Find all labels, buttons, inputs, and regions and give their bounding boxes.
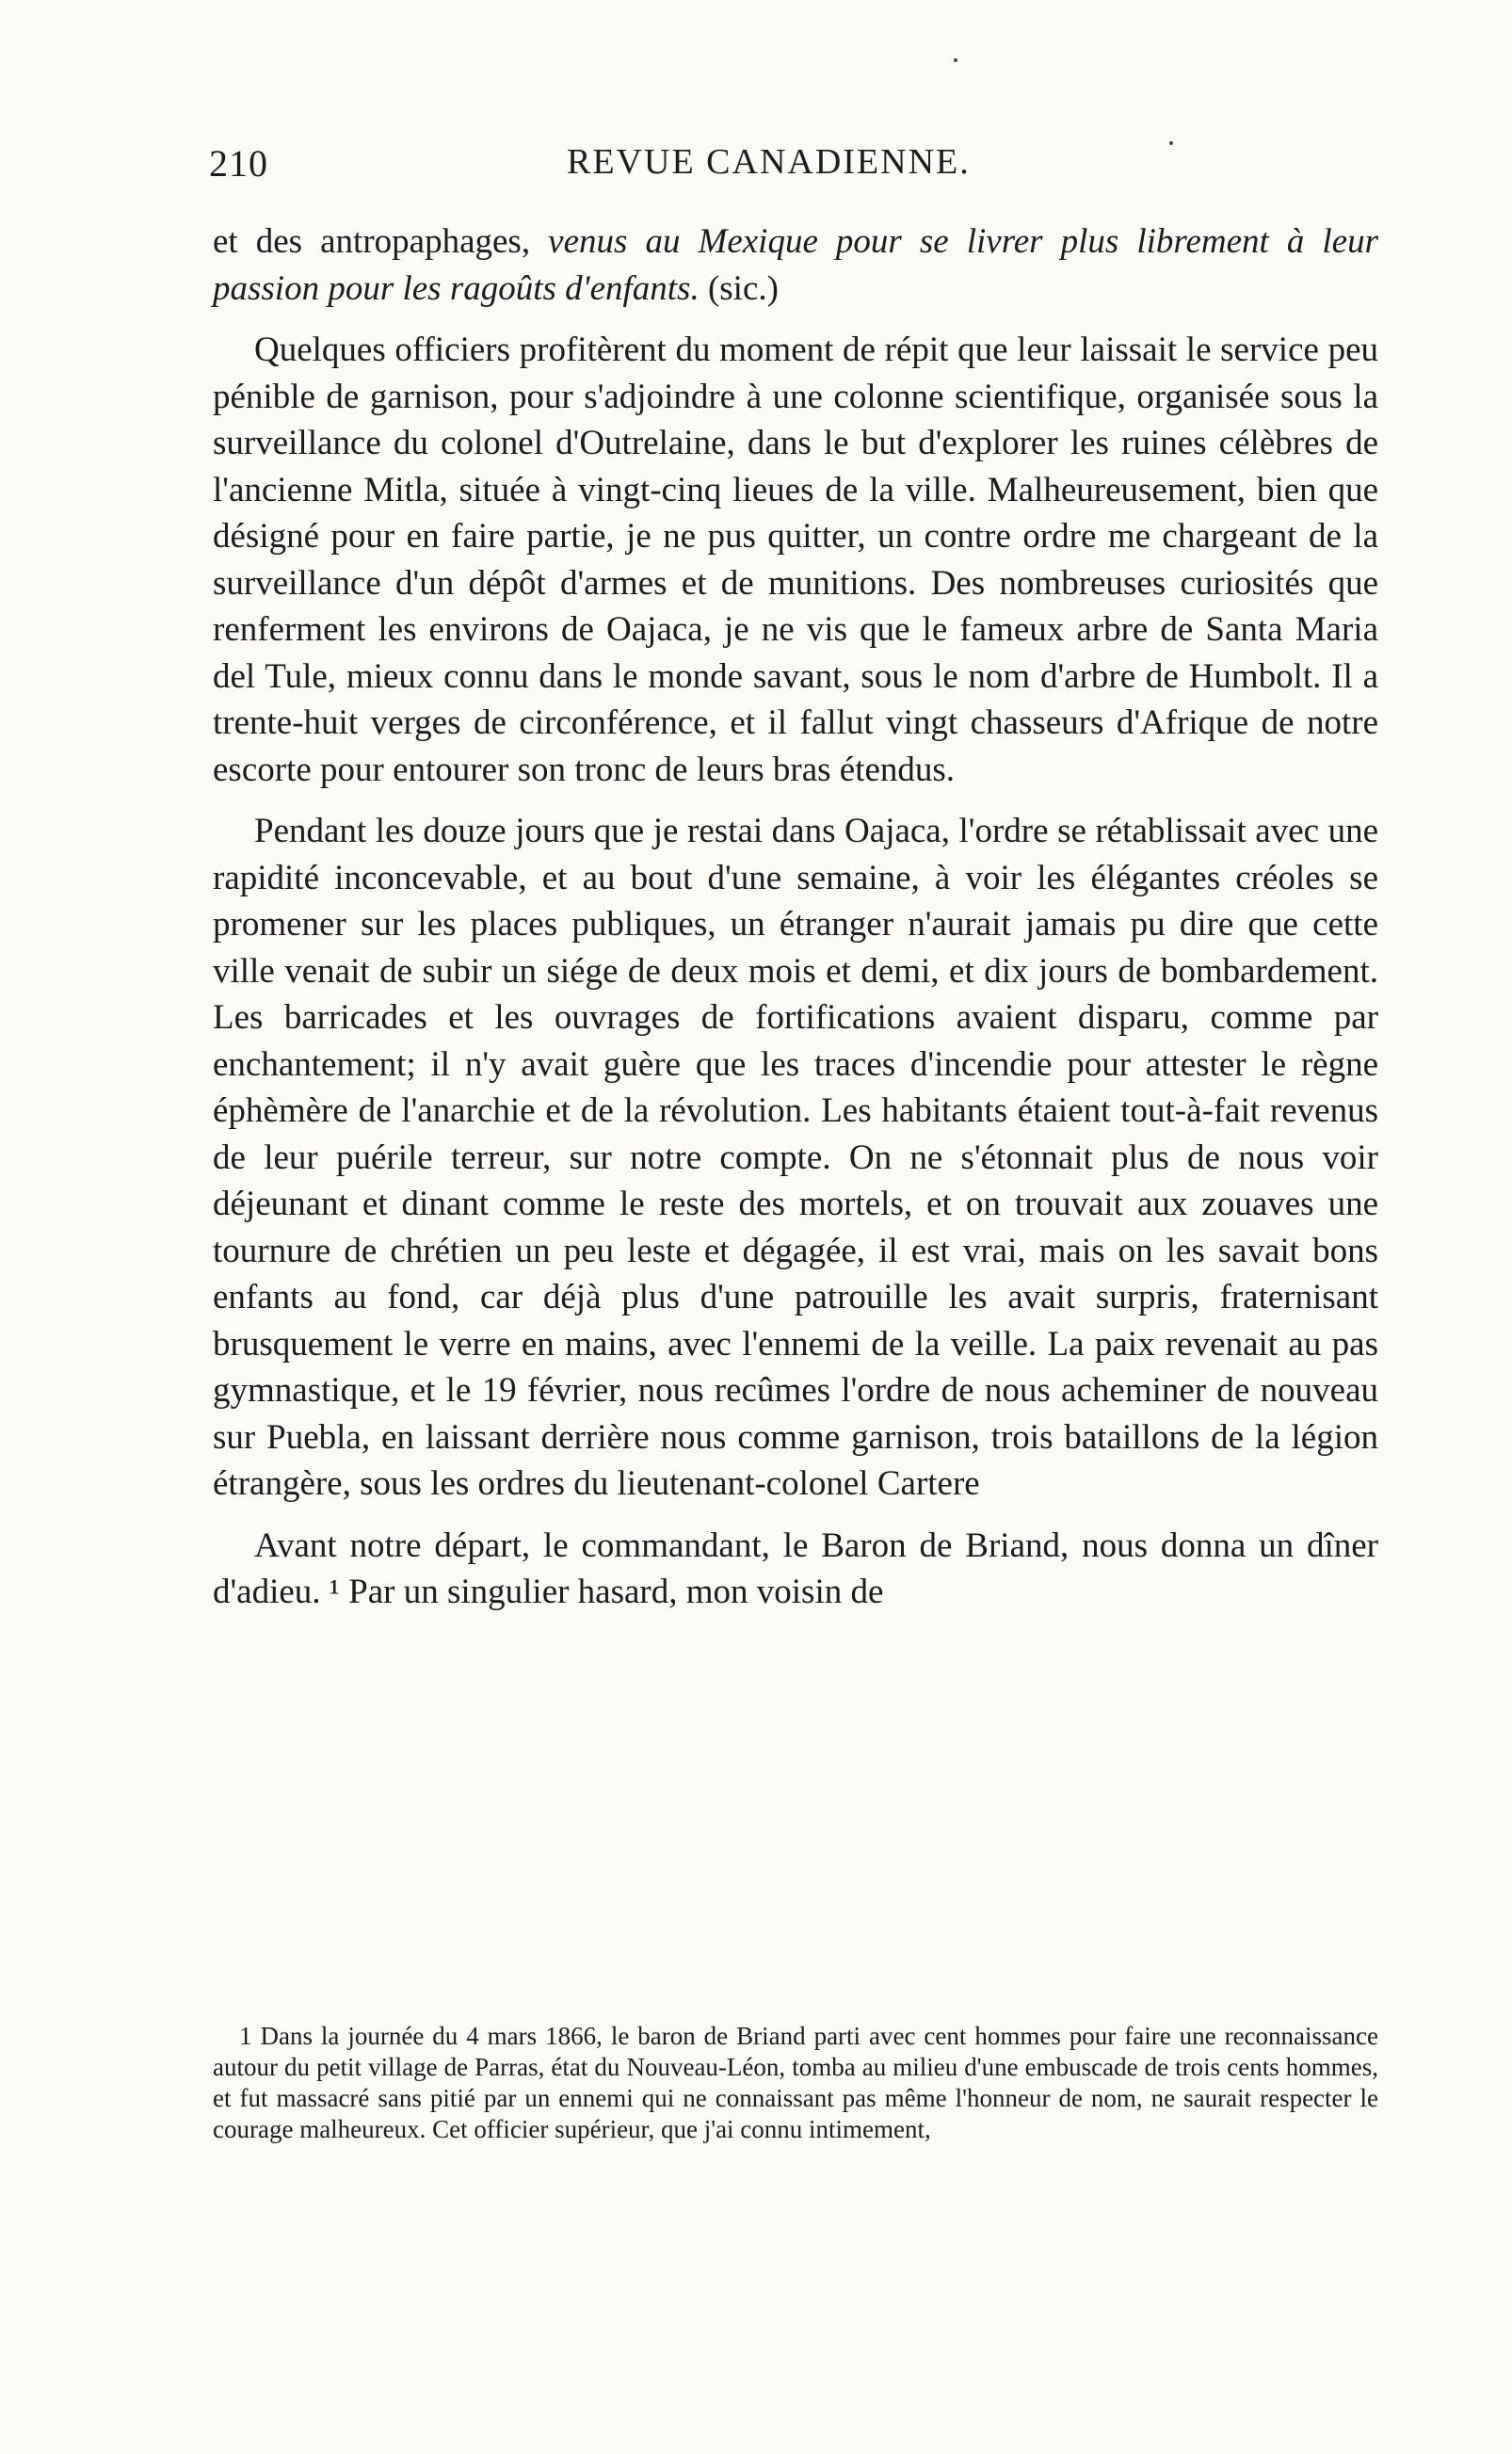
paragraph-1-italic: venus au Mexique pour se livrer plus librement à leur passion pour les ragoûts d'enfants. bbox=[213, 222, 1379, 308]
footnotes bbox=[213, 2021, 1378, 2145]
print-speck bbox=[954, 58, 957, 62]
paragraph-4: Avant notre départ, le commandant, le Baron de Briand, nous donna un dîner d'adieu. ¹ Par un singulier hasard, mon voisin de bbox=[213, 1526, 1378, 1611]
paragraph-1-end: (sic.) bbox=[699, 268, 779, 308]
page-header bbox=[209, 141, 1376, 198]
footnote-1: 1 Dans la journée du 4 mars 1866, le baron de Briand parti avec cent hommes pour faire une reconnaissance autour du petit village de Parras, état du Nouveau-Léon, tomba au milieu d'une embuscade de trois cents hommes, et fut massacré sans pitié par un ennemi qui ne connaissant pas même l'honneur de nom, ne saurait respecter le courage malheureux. Cet officier supérieur, que j'ai connu intimement, bbox=[213, 2022, 1378, 2143]
running-title: REVUE CANADIENNE. bbox=[567, 142, 971, 182]
paragraph-1 bbox=[213, 218, 1378, 312]
paragraph-3: Pendant les douze jours que je restai dans Oajaca, l'ordre se rétablissait avec une rapidité inconcevable, et au bout d'une semaine, à voir les élégantes créoles se promener sur les places publiques, un étranger n'aurait jamais pu dire que cette ville venait de subir un siége de deux mois et demi, et dix jours de bombardement. Les barricades et les ouvrages de fortifications avaient disparu, comme par enchantement; il n'y avait guère que les traces d'incendie pour attester le règne éphèmère de l'anarchie et de la révolution. Les habitants étaient tout-à-fait revenus de leur puérile terreur, sur notre compte. On ne s'étonnait plus de nous voir déjeunant et dinant comme le reste des mortels, et on trouvait aux zouaves une tournure de chrétien un peu leste et dégagée, il est vrai, mais on les savait bons enfants au fond, car déjà plus d'une patrouille les avait surpris, fraternisant brusquement le verre en mains, avec l'ennemi de la veille. La paix revenait au pas gymnastique, et le 19 février, nous recûmes l'ordre de nous acheminer de nouveau sur Puebla, en laissant derrière nous comme garnison, trois bataillons de la légion étrangère, sous les ordres du lieutenant-colonel Cartere bbox=[213, 812, 1378, 1503]
body-text bbox=[213, 218, 1378, 1616]
paragraph-2: Quelques officiers profitèrent du moment de répit que leur laissait le service peu pénible de garnison, pour s'adjoindre à une colonne scientifique, organisée sous la surveillance du colonel d'Outrelaine, dans le but d'explorer les ruines célèbres de l'ancienne Mitla, située à vingt-cinq lieues de la ville. Malheureusement, bien que désigné pour en faire partie, je ne pus quitter, un contre ordre me chargeant de la surveillance d'un dépôt d'armes et de munitions. Des nombreuses curiosités que renferment les environs de Oajaca, je ne vis que le fameux arbre de Santa Maria del Tule, mieux connu dans le monde savant, sous le nom d'arbre de Humbolt. Il a trente-huit verges de circonférence, et il fallut vingt chasseurs d'Afrique de notre escorte pour entourer son tronc de leurs bras étendus. bbox=[213, 331, 1378, 789]
page-number: 210 bbox=[209, 142, 268, 185]
paragraph-1-start: et des antropaphages, bbox=[213, 222, 549, 261]
